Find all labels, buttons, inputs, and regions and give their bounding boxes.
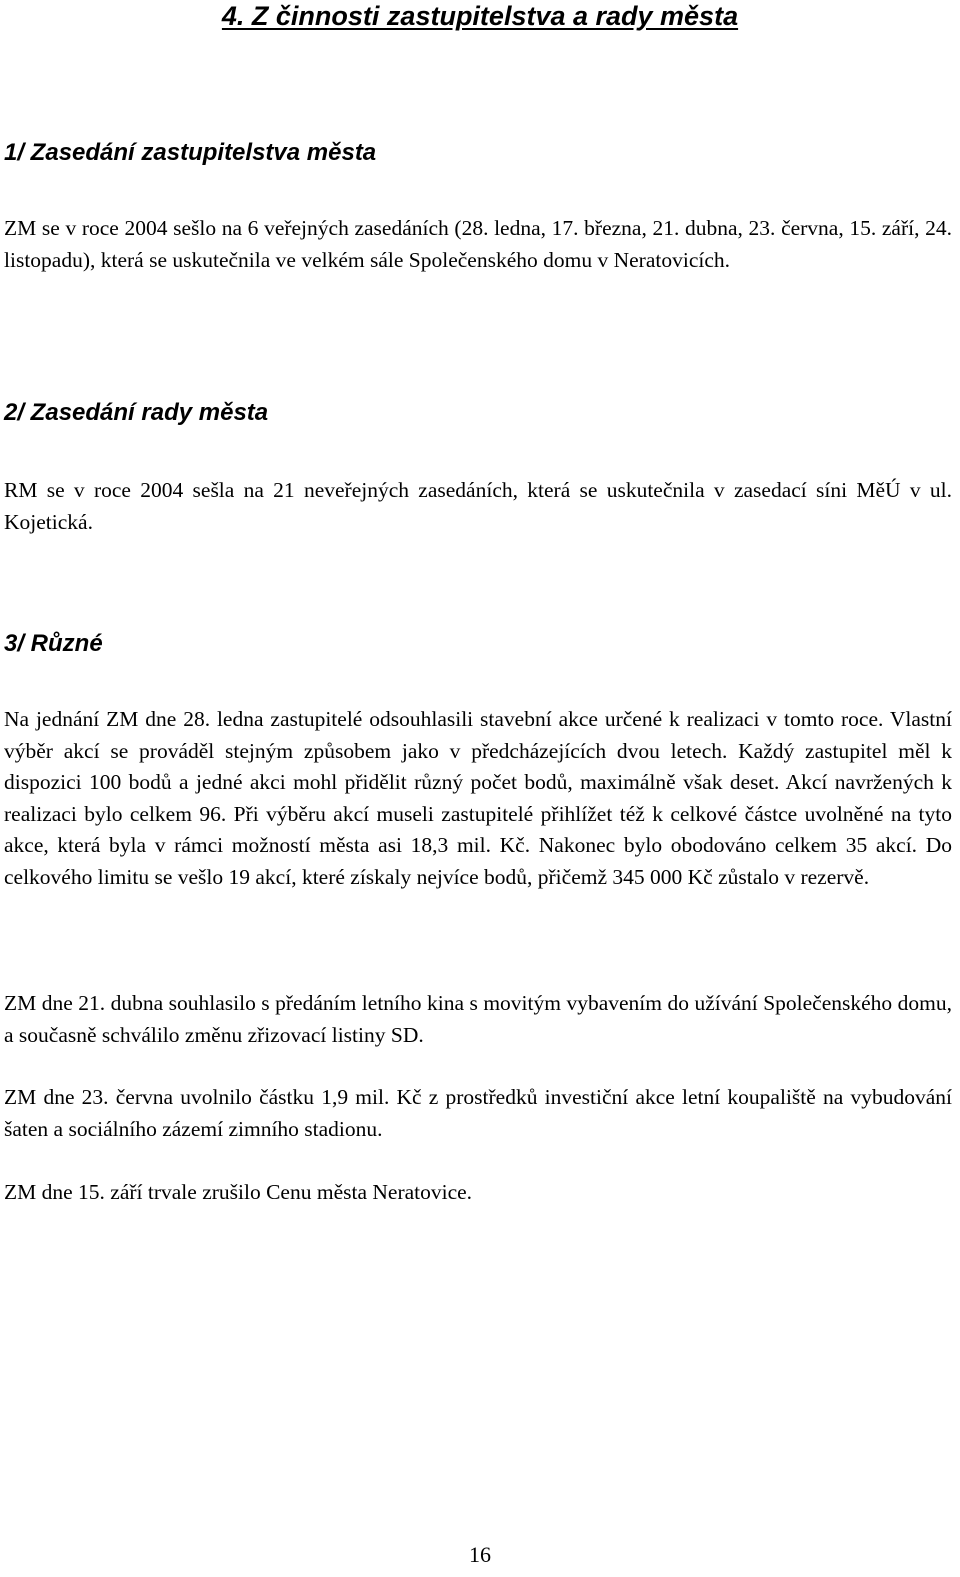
paragraph-swimming-pool-funds: ZM dne 23. června uvolnilo částku 1,9 mil. Kč z prostředků investiční akce letní koupaliště na vybudování šaten a sociálního zázemí zimního stadionu. — [4, 1085, 952, 1141]
paragraph-council-meetings: ZM se v roce 2004 sešlo na 6 veřejných zasedáních (28. ledna, 17. března, 21. dubna, 23. června, 15. září, 24. listopadu), která se uskutečnila ve velkém sále Společenského domu v Neratovicích. — [4, 216, 952, 272]
section-heading-board-meetings: 2/ Zasedání rady města — [4, 399, 269, 426]
chapter-title: 4. Z činnosti zastupitelstva a rady města — [221, 1, 739, 31]
section-heading-miscellaneous: 3/ Různé — [4, 630, 103, 657]
page-number: 16 — [469, 1542, 491, 1567]
paragraph-board-meetings: RM se v roce 2004 sešla na 21 neveřejných zasedáních, která se uskutečnila v zasedací síni MěÚ v ul. Kojetická. — [4, 478, 952, 534]
paragraph-summer-cinema: ZM dne 21. dubna souhlasilo s předáním letního kina s movitým vybavením do užívání Společenského domu, a současně schválilo změnu zřizovací listiny SD. — [4, 991, 952, 1047]
section-heading-council-meetings: 1/ Zasedání zastupitelstva města — [4, 139, 377, 166]
paragraph-construction-projects: Na jednání ZM dne 28. ledna zastupitelé odsouhlasili stavební akce určené k realizaci v tomto roce. Vlastní výběr akcí se prováděl stejným způsobem jako v předcházejících dvou letech. Každý zastupitel měl k dispozici 100 bodů a jedné akci mohl přidělit různý počet bodů, maximálně však deset. Akcí navržených k realizaci bylo celkem 96. Při výběru akcí museli zastupitelé přihlížet též k celkové částce uvolněné na tyto akce, která byla v rámci možností města asi 18,3 mil. Kč. Nakonec bylo obodováno celkem 35 akcí. Do celkového limitu se vešlo 19 akcí, které získaly nejvíce bodů, přičemž 345 000 Kč zůstalo v rezervě. — [4, 707, 952, 889]
paragraph-city-award: ZM dne 15. září trvale zrušilo Cenu města Neratovice. — [4, 1180, 473, 1204]
